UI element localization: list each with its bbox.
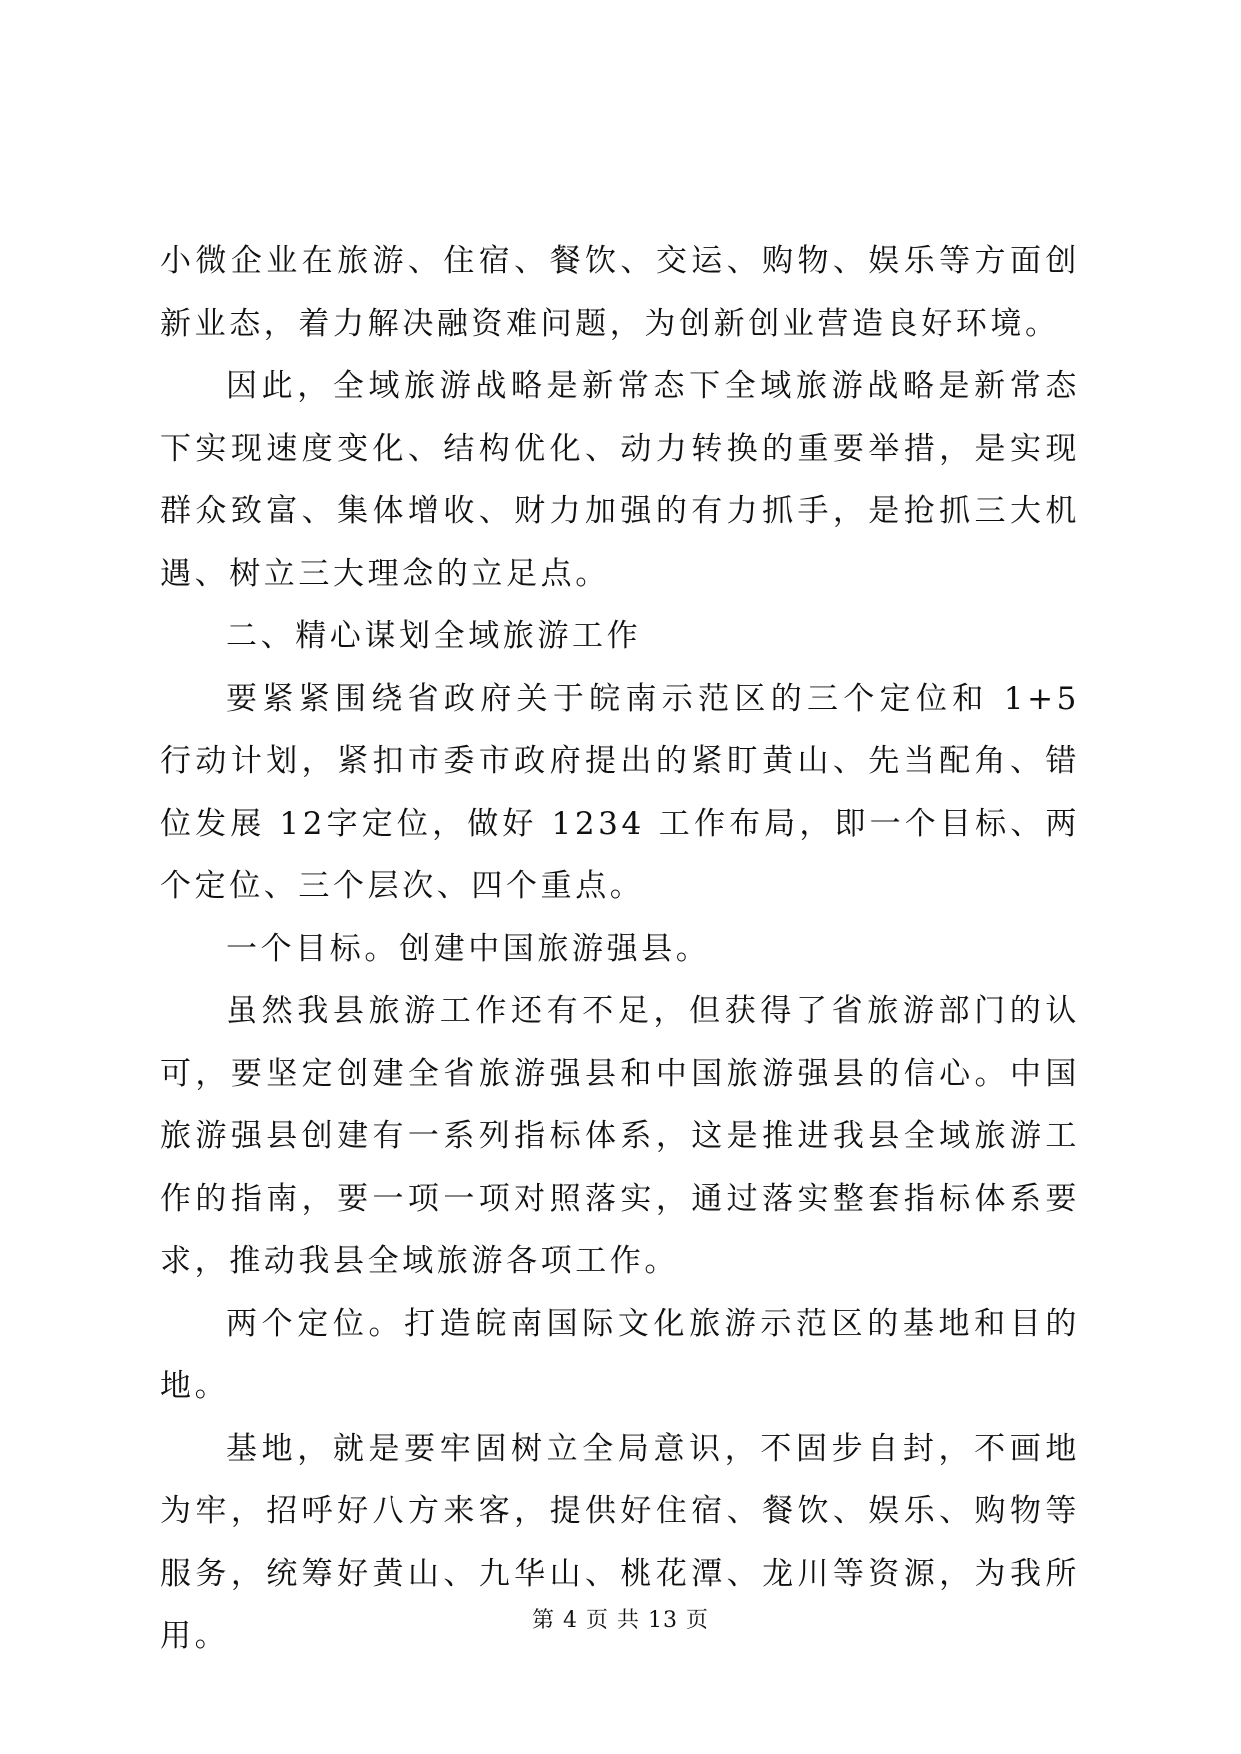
section-heading: 二、精心谋划全域旅游工作	[226, 618, 642, 654]
paragraph-7: 两个定位。打造皖南国际文化旅游示范区的基地和目的地。	[160, 1305, 1080, 1404]
paragraph-6: 虽然我县旅游工作还有不足，但获得了省旅游部门的认可，要坚定创建全省旅游强县和中国旅游强县的信心。中国旅游强县创建有一系列指标体系，这是推进我县全域旅游工作的指南，要一项一项对照落实，通过落实整套指标体系要求，推动我县全域旅游各项工作。	[160, 993, 1080, 1279]
paragraph-4: 要紧紧围绕省政府关于皖南示范区的三个定位和 1+5 行动计划，紧扣市委市政府提出的紧盯黄山、先当配角、错位发展 12字定位，做好 1234 工作布局，即一个目标、两个定位、三个层次、四个重点。	[160, 680, 1080, 904]
page-number-footer: 第 4 页 共 13 页	[532, 1608, 709, 1633]
paragraph-2: 因此，全域旅游战略是新常态下全域旅游战略是新常态下实现速度变化、结构优化、动力转换的重要举措，是实现群众致富、集体增收、财力加强的有力抓手，是抢抓三大机遇、树立三大理念的立足点。	[160, 368, 1080, 592]
document-body	[160, 230, 1080, 1668]
paragraph-5: 一个目标。创建中国旅游强县。	[226, 930, 711, 967]
paragraph-8: 基地，就是要牢固树立全局意识，不固步自封，不画地为牢，招呼好八方来客，提供好住宿、餐饮、娱乐、购物等服务，统筹好黄山、九华山、桃花潭、龙川等资源，为我所用。	[160, 1430, 1080, 1654]
paragraph-1: 小微企业在旅游、住宿、餐饮、交运、购物、娱乐等方面创新业态，着力解决融资难问题，为创新创业营造良好环境。	[160, 243, 1080, 342]
